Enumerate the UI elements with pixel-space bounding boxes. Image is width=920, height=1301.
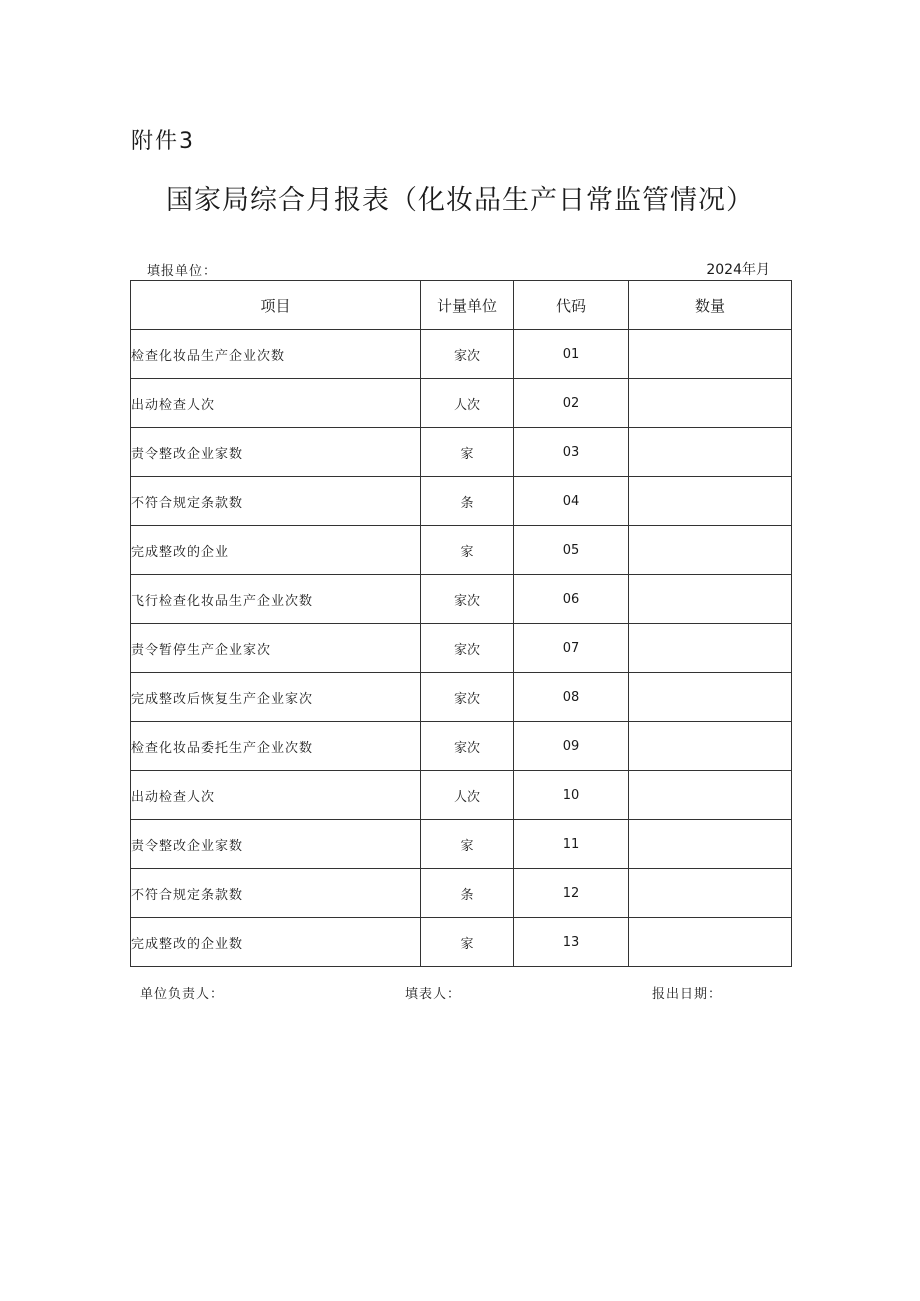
row-unit: 家次 xyxy=(421,330,514,379)
row-item: 检查化妆品生产企业次数 xyxy=(131,330,421,379)
report-year-month: 2024年月 xyxy=(706,262,770,278)
row-item: 出动检查人次 xyxy=(131,379,421,428)
table-row xyxy=(131,918,792,967)
row-unit: 人次 xyxy=(421,379,514,428)
table-row xyxy=(131,869,792,918)
row-code: 09 xyxy=(514,722,629,771)
page-title: 国家局综合月报表（化妆品生产日常监管情况） xyxy=(166,185,754,216)
row-item: 责令整改企业家数 xyxy=(131,820,421,869)
row-code: 02 xyxy=(514,379,629,428)
row-unit: 家次 xyxy=(421,673,514,722)
row-quantity-cell[interactable] xyxy=(629,624,792,673)
row-unit: 条 xyxy=(421,477,514,526)
row-unit: 家次 xyxy=(421,575,514,624)
row-item: 责令暂停生产企业家次 xyxy=(131,624,421,673)
row-quantity-cell[interactable] xyxy=(629,575,792,624)
monthly-report-table xyxy=(130,280,792,967)
row-item: 出动检查人次 xyxy=(131,771,421,820)
row-item: 完成整改的企业数 xyxy=(131,918,421,967)
row-unit: 人次 xyxy=(421,771,514,820)
row-item: 不符合规定条款数 xyxy=(131,477,421,526)
table-row xyxy=(131,771,792,820)
row-item: 飞行检查化妆品生产企业次数 xyxy=(131,575,421,624)
row-code: 04 xyxy=(514,477,629,526)
row-quantity-cell[interactable] xyxy=(629,918,792,967)
row-code: 11 xyxy=(514,820,629,869)
row-item: 检查化妆品委托生产企业次数 xyxy=(131,722,421,771)
row-quantity-cell[interactable] xyxy=(629,477,792,526)
table-row xyxy=(131,673,792,722)
table-row xyxy=(131,624,792,673)
table-row xyxy=(131,379,792,428)
row-unit: 家 xyxy=(421,428,514,477)
row-unit: 条 xyxy=(421,869,514,918)
row-item: 责令整改企业家数 xyxy=(131,428,421,477)
attachment-label: 附件3 xyxy=(131,129,195,154)
report-date-label: 报出日期： xyxy=(652,987,723,1002)
row-code: 03 xyxy=(514,428,629,477)
row-quantity-cell[interactable] xyxy=(629,771,792,820)
row-code: 06 xyxy=(514,575,629,624)
row-code: 07 xyxy=(514,624,629,673)
fill-unit-label: 填报单位： xyxy=(147,264,218,279)
table-row xyxy=(131,722,792,771)
row-unit: 家 xyxy=(421,820,514,869)
form-filler-label: 填表人： xyxy=(405,987,462,1002)
row-quantity-cell[interactable] xyxy=(629,330,792,379)
column-header-quantity: 数量 xyxy=(629,281,792,330)
table-row xyxy=(131,330,792,379)
row-unit: 家次 xyxy=(421,722,514,771)
row-unit: 家 xyxy=(421,526,514,575)
row-quantity-cell[interactable] xyxy=(629,428,792,477)
table-row xyxy=(131,575,792,624)
row-quantity-cell[interactable] xyxy=(629,820,792,869)
row-quantity-cell[interactable] xyxy=(629,526,792,575)
row-item: 不符合规定条款数 xyxy=(131,869,421,918)
row-item: 完成整改后恢复生产企业家次 xyxy=(131,673,421,722)
row-code: 08 xyxy=(514,673,629,722)
row-quantity-cell[interactable] xyxy=(629,673,792,722)
row-quantity-cell[interactable] xyxy=(629,869,792,918)
table-row xyxy=(131,428,792,477)
row-code: 13 xyxy=(514,918,629,967)
row-unit: 家次 xyxy=(421,624,514,673)
table-row xyxy=(131,477,792,526)
table-row xyxy=(131,526,792,575)
row-code: 01 xyxy=(514,330,629,379)
row-quantity-cell[interactable] xyxy=(629,722,792,771)
column-header-item: 项目 xyxy=(131,281,421,330)
column-header-unit: 计量单位 xyxy=(421,281,514,330)
row-unit: 家 xyxy=(421,918,514,967)
table-row xyxy=(131,820,792,869)
table-header-row xyxy=(131,281,792,330)
row-code: 10 xyxy=(514,771,629,820)
unit-responsible-label: 单位负责人： xyxy=(140,987,225,1002)
row-code: 05 xyxy=(514,526,629,575)
column-header-code: 代码 xyxy=(514,281,629,330)
row-item: 完成整改的企业 xyxy=(131,526,421,575)
row-quantity-cell[interactable] xyxy=(629,379,792,428)
row-code: 12 xyxy=(514,869,629,918)
